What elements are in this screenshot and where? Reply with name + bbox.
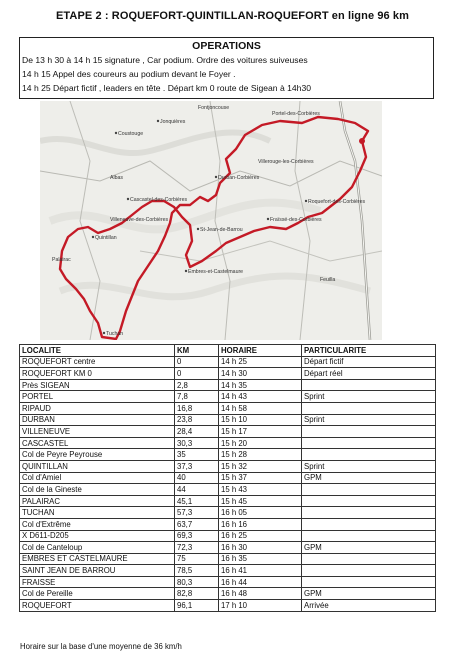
table-header-row [20,345,436,357]
cell-km: 44 [175,484,219,496]
page-title: ETAPE 2 : ROQUEFORT-QUINTILLAN-ROQUEFORT en ligne 96 km [55,10,410,22]
map-label: Cascastel-des-Corbières [130,197,188,203]
table-row [20,437,436,449]
cell-localite: Col de la Gineste [20,484,175,496]
column-header: KM [175,345,219,357]
map-label: Tuchan [106,331,124,337]
cell-km: 78,5 [175,565,219,577]
cell-horaire: 14 h 30 [219,368,302,380]
table-row [20,449,436,461]
cell-km: 72,3 [175,542,219,554]
cell-km: 0 [175,356,219,368]
cell-horaire: 15 h 45 [219,495,302,507]
cell-horaire: 15 h 37 [219,472,302,484]
cell-km: 35 [175,449,219,461]
operations-line: De 13 h 30 à 14 h 15 signature , Car podium. Ordre des voitures suiveuses [22,55,308,65]
map-label: St-Jean-de-Barrou [200,227,243,233]
cell-particularite: Départ réel [302,368,436,380]
table-row [20,472,436,484]
table-body [20,356,436,611]
map-label: Fontjoncouse [198,105,230,111]
cell-particularite [302,565,436,577]
cell-particularite [302,530,436,542]
cell-particularite [302,507,436,519]
cell-particularite: Départ fictif [302,356,436,368]
cell-horaire: 14 h 25 [219,356,302,368]
cell-horaire: 14 h 43 [219,391,302,403]
cell-localite: PORTEL [20,391,175,403]
cell-localite: ROQUEFORT [20,600,175,612]
cell-particularite: GPM [302,472,436,484]
cell-km: 75 [175,553,219,565]
table-row [20,356,436,368]
cell-horaire: 15 h 32 [219,460,302,472]
map-label: Feuilla [320,277,336,283]
table-row [20,518,436,530]
cell-localite: X D611-D205 [20,530,175,542]
route-map [40,101,382,340]
cell-particularite: Sprint [302,414,436,426]
table-row [20,588,436,600]
cell-localite: TUCHAN [20,507,175,519]
cell-km: 7,8 [175,391,219,403]
cell-km: 28,4 [175,426,219,438]
cell-km: 37,3 [175,460,219,472]
map-label: Coustouge [118,131,144,137]
cell-particularite [302,449,436,461]
table-row [20,553,436,565]
table-row [20,565,436,577]
table-row [20,379,436,391]
cell-particularite [302,484,436,496]
route-map-image [40,101,382,340]
cell-horaire: 16 h 25 [219,530,302,542]
cell-particularite [302,576,436,588]
cell-particularite [302,426,436,438]
cell-horaire: 15 h 20 [219,437,302,449]
table-row [20,484,436,496]
cell-localite: CASCASTEL [20,437,175,449]
cell-km: 2,8 [175,379,219,391]
cell-particularite: Sprint [302,391,436,403]
cell-km: 23,8 [175,414,219,426]
table-row [20,460,436,472]
cell-localite: FRAISSE [20,576,175,588]
table-row [20,530,436,542]
cell-localite: EMBRES ET CASTELMAURE [20,553,175,565]
cell-particularite [302,437,436,449]
map-label: Roquefort-des-Corbières [308,199,366,205]
table-row [20,495,436,507]
cell-km: 82,8 [175,588,219,600]
operations-line: 14 h 25 Départ fictif , leaders en tête . Départ km 0 route de Sigean à 14h30 [22,83,312,93]
cell-localite: DURBAN [20,414,175,426]
cell-km: 0 [175,368,219,380]
cell-horaire: 17 h 10 [219,600,302,612]
cell-horaire: 15 h 10 [219,414,302,426]
table-row [20,368,436,380]
map-label: Durban-Corbières [218,175,260,181]
column-header: HORAIRE [219,345,302,357]
map-label: Quintillan [95,235,117,241]
cell-horaire: 15 h 43 [219,484,302,496]
operations-heading: OPERATIONS [192,40,261,52]
cell-localite: Col de Peyre Peyrouse [20,449,175,461]
cell-horaire: 15 h 17 [219,426,302,438]
cell-km: 57,3 [175,507,219,519]
cell-km: 69,3 [175,530,219,542]
operations-box [19,37,434,99]
cell-localite: QUINTILLAN [20,460,175,472]
cell-localite: ROQUEFORT KM 0 [20,368,175,380]
cell-localite: Col d'Extrême [20,518,175,530]
cell-particularite [302,553,436,565]
table-row [20,542,436,554]
table-row [20,414,436,426]
column-header: LOCALITE [20,345,175,357]
cell-km: 30,3 [175,437,219,449]
cell-localite: SAINT JEAN DE BARROU [20,565,175,577]
map-label: Palairac [52,257,71,263]
cell-particularite [302,518,436,530]
map-label: Portel-des-Corbières [272,111,320,117]
table-row [20,507,436,519]
table-row [20,391,436,403]
operations-line: 14 h 15 Appel des coureurs au podium devant le Foyer . [22,69,236,79]
map-label: Villerouge-les-Corbières [258,159,314,165]
cell-particularite [302,402,436,414]
cell-horaire: 14 h 58 [219,402,302,414]
cell-km: 96,1 [175,600,219,612]
cell-localite: VILLENEUVE [20,426,175,438]
cell-particularite: GPM [302,588,436,600]
table-row [20,402,436,414]
cell-particularite [302,495,436,507]
table-row [20,600,436,612]
footer-note: Horaire sur la base d'une moyenne de 36 km/h [20,642,182,651]
cell-horaire: 16 h 44 [219,576,302,588]
cell-horaire: 16 h 48 [219,588,302,600]
cell-localite: Col de Pereille [20,588,175,600]
cell-particularite: Sprint [302,460,436,472]
cell-localite: Col d'Amiel [20,472,175,484]
cell-particularite: Arrivée [302,600,436,612]
cell-horaire: 15 h 28 [219,449,302,461]
cell-horaire: 16 h 16 [219,518,302,530]
cell-km: 63,7 [175,518,219,530]
column-header: PARTICULARITE [302,345,436,357]
table-row [20,426,436,438]
cell-horaire: 16 h 30 [219,542,302,554]
cell-km: 40 [175,472,219,484]
map-label: Embres-et-Castelmaure [188,269,244,275]
cell-km: 80,3 [175,576,219,588]
cell-localite: Col de Canteloup [20,542,175,554]
map-label: Villeneuve-des-Corbières [110,217,169,223]
map-label: Albas [110,175,123,181]
schedule-table [19,344,436,612]
cell-localite: PALAIRAC [20,495,175,507]
cell-km: 45,1 [175,495,219,507]
cell-localite: ROQUEFORT centre [20,356,175,368]
cell-localite: RIPAUD [20,402,175,414]
map-label: Jonquières [160,119,186,125]
cell-horaire: 14 h 35 [219,379,302,391]
cell-localite: Près SIGEAN [20,379,175,391]
table-row [20,576,436,588]
map-label: Fraïssé-des-Corbières [270,217,322,223]
cell-horaire: 16 h 35 [219,553,302,565]
cell-particularite: GPM [302,542,436,554]
cell-particularite [302,379,436,391]
cell-horaire: 16 h 41 [219,565,302,577]
cell-horaire: 16 h 05 [219,507,302,519]
cell-km: 16,8 [175,402,219,414]
